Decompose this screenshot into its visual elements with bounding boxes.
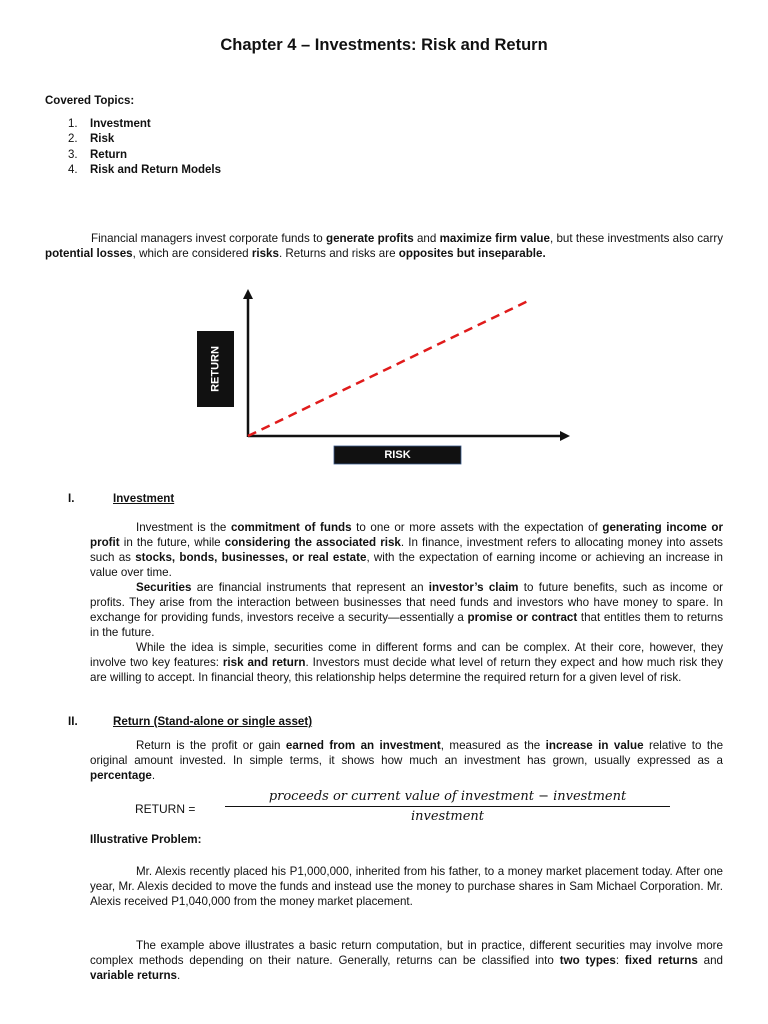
list-item bbox=[68, 163, 221, 178]
bold-run: risk and return bbox=[222, 656, 306, 669]
section-heading-return bbox=[68, 715, 312, 728]
return-formula bbox=[135, 789, 675, 829]
text-run: to one or more assets with the expectation of bbox=[351, 521, 603, 534]
investment-paragraph-1 bbox=[90, 520, 723, 580]
illustrative-problem-heading: Illustrative Problem: bbox=[90, 833, 202, 846]
formula-lhs: RETURN = bbox=[135, 802, 196, 816]
list-item bbox=[68, 117, 221, 132]
bold-run: maximize firm value bbox=[439, 232, 550, 245]
return-paragraph bbox=[90, 738, 723, 783]
text-run: relative to the original amount invested. In simple terms, it shows how much an investment has grown, usually expressed as a bbox=[90, 739, 724, 767]
topics-list bbox=[68, 117, 221, 178]
text-run: , which are considered bbox=[132, 247, 252, 260]
list-item bbox=[68, 132, 221, 147]
x-axis-label: RISK bbox=[384, 449, 411, 461]
bold-run: risks bbox=[251, 247, 279, 260]
bold-run: investor’s claim bbox=[428, 581, 519, 594]
text-run: . In finance, investment refers to allocating money into assets such as bbox=[90, 536, 723, 564]
list-label: Return bbox=[90, 148, 128, 161]
text-run: to future benefits, such as income or profits. They arise from the interaction between businesses that need funds and investors who have money to spare. In exchange for providing funds, investors receive a security—essentially a bbox=[90, 581, 724, 624]
bold-run: potential losses bbox=[45, 247, 133, 260]
bold-run: increase in value bbox=[545, 739, 644, 752]
covered-topics-heading: Covered Topics: bbox=[45, 95, 135, 107]
text-run: : bbox=[615, 954, 625, 967]
investment-paragraph-3 bbox=[90, 640, 723, 685]
list-number: 4. bbox=[68, 163, 78, 176]
bold-run: variable returns bbox=[90, 969, 177, 982]
bold-run: earned from an investment bbox=[285, 739, 441, 752]
x-axis-arrow-icon bbox=[560, 431, 570, 441]
page-title: Chapter 4 – Investments: Risk and Return bbox=[220, 36, 548, 54]
text-run: . Returns and risks are bbox=[278, 247, 399, 260]
bold-run: generate profits bbox=[326, 232, 414, 245]
formula-numerator: proceeds or current value of investment − investment bbox=[225, 789, 670, 807]
y-axis-arrow-icon bbox=[243, 289, 253, 299]
section-title: Return (Stand-alone or single asset) bbox=[113, 715, 313, 728]
text-run: The example above illustrates a basic return computation, but in practice, different securities may involve more complex methods depending on their nature. Generally, returns can be classified into bbox=[90, 939, 723, 967]
list-label: Investment bbox=[90, 118, 151, 130]
text-run: in the future, while bbox=[119, 536, 225, 549]
text-run: Return is the profit or gain bbox=[136, 739, 286, 752]
section-heading-investment bbox=[68, 492, 174, 505]
y-axis-label: RETURN bbox=[209, 346, 222, 392]
intro-paragraph bbox=[45, 231, 723, 261]
text-run: Investment is the bbox=[136, 521, 231, 534]
text-run: Financial managers invest corporate funds to bbox=[91, 232, 326, 245]
risk-return-trend-line bbox=[248, 301, 528, 436]
bold-run: stocks, bonds, businesses, or real estate bbox=[135, 551, 367, 564]
text-run: While the idea is simple, securities come in different forms and can be complex. At their core, however, they involve two key features: bbox=[90, 641, 723, 669]
bold-run: commitment of funds bbox=[230, 521, 352, 534]
list-item bbox=[68, 148, 221, 163]
text-run: that entitles them to returns in the future. bbox=[90, 611, 723, 639]
formula-fraction bbox=[225, 789, 670, 824]
section-number: II. bbox=[68, 715, 78, 728]
list-label: Risk and Return Models bbox=[90, 163, 221, 176]
text-run: . bbox=[177, 969, 181, 982]
bold-run: two types bbox=[559, 954, 616, 967]
text-run: and bbox=[413, 232, 440, 245]
bold-run: promise or contract bbox=[467, 611, 578, 624]
list-number: 3. bbox=[68, 148, 78, 161]
section-title: Investment bbox=[113, 492, 175, 505]
bold-run: considering the associated risk bbox=[224, 536, 401, 549]
list-label: Risk bbox=[90, 133, 115, 146]
list-number: 1. bbox=[68, 118, 78, 130]
text-run: . Investors must decide what level of return they expect and how much risk they are willing to accept. In financial theory, this relationship helps determine the required return for a given level of risk. bbox=[90, 656, 723, 684]
formula-denominator: investment bbox=[410, 809, 485, 824]
text-run: , with the expectation of earning income or achieving an increase in value over time. bbox=[90, 551, 723, 579]
list-number: 2. bbox=[68, 133, 78, 146]
illustrative-problem-text: Mr. Alexis recently placed his P1,000,000, inherited from his father, to a money market placement today. After one year, Mr. Alexis decided to move the funds and instead use the money to purchase shares in Sam Michael Corporation. Mr. Alexis received P1,040,000 from the money market placement. bbox=[90, 865, 723, 908]
text-run: are financial instruments that represent an bbox=[191, 581, 429, 594]
bold-run: opposites but inseparable. bbox=[398, 247, 546, 260]
section-number: I. bbox=[68, 492, 75, 505]
investment-paragraph-2 bbox=[90, 580, 723, 640]
text-run: . bbox=[151, 769, 156, 782]
risk-return-diagram bbox=[190, 285, 580, 467]
closing-paragraph bbox=[90, 938, 723, 983]
bold-run: fixed returns bbox=[624, 954, 698, 967]
bold-run: percentage bbox=[90, 769, 152, 782]
text-run: , but these investments also carry bbox=[549, 232, 724, 245]
bold-run: generating income or profit bbox=[90, 521, 724, 549]
text-run: and bbox=[697, 954, 723, 967]
text-run: , measured as the bbox=[440, 739, 546, 752]
bold-run: Securities bbox=[136, 581, 192, 594]
